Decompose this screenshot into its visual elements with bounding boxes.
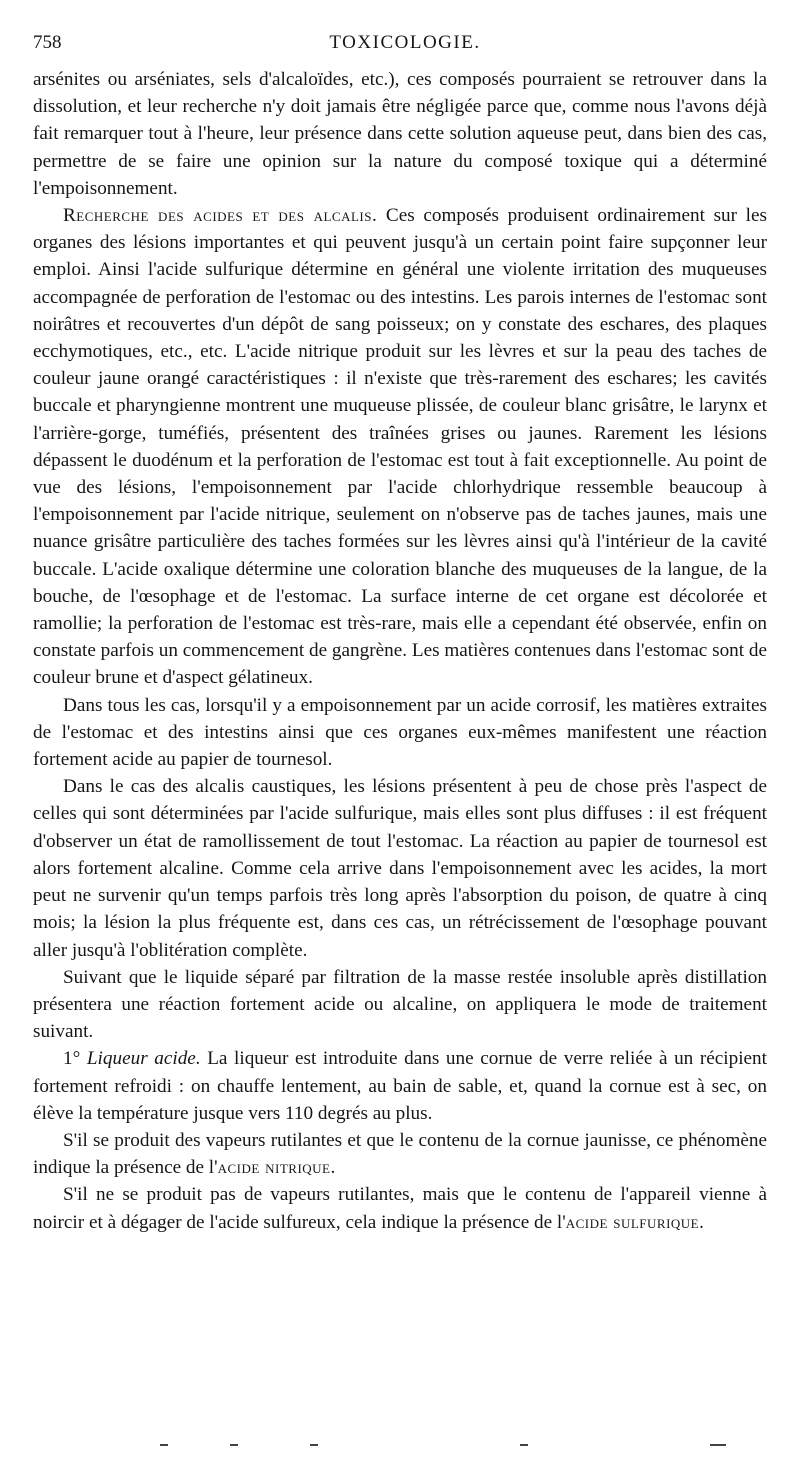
paragraph-acide-corrosif	[33, 692, 767, 774]
substance-name: acide sulfurique	[565, 1211, 700, 1233]
paragraph-end: .	[330, 1157, 336, 1179]
paragraph-acide-sulfurique	[33, 1181, 767, 1235]
paragraph-text: Ces composés produisent ordinairement sur les organes des lésions importantes et qui peuvent jusqu'à un certain point faire supçonner leur emploi. Ainsi l'acide sulfurique détermine en général une violente irritation des muqueuses accompagnée de perforation de l'estomac ou des intestins. Les parois internes de l'estomac sont noirâtres et recouvertes d'un dépôt de sang poisseux; on y constate des eschares, des plaques ecchymotiques, etc., etc. L'acide nitrique produit sur les lèvres et sur la peau des taches de couleur jaune orangé caractéristiques : il n'existe que très-rarement des eschares; les cavités buccale et pharyngienne montrent une muqueuse plissée, de couleur blanc grisâtre, le larynx et l'arrière-gorge, tuméfiés, présentent des traînées grises ou jaunes. Rarement les lésions dépassent le duodénum et la perforation de l'estomac est tout à fait exceptionnelle. Au point de vue des lésions, l'empoisonnement par l'acide chlorhydrique ressemble beaucoup à l'empoisonnement par l'acide nitrique, seulement on n'observe pas de taches jaunes, mais une nuance grisâtre particulière des taches formées sur les lèvres ainsi qu'à l'intérieur de la cavité buccale. L'acide oxalique détermine une coloration blanche des muqueuses de la langue, de la bouche, de l'œsophage et de l'estomac. La surface interne de cet organe est décolorée et ramollie; la perforation de l'estomac est très-rare, mais elle a cependant été observée, enfin on constate parfois un commencement de gangrène. Les matières contenues dans l'estomac sont de couleur brune et d'aspect gélatineux.	[33, 205, 768, 689]
paragraph-text: arsénites ou arséniates, sels d'alcaloïdes, etc.), ces composés pourraient se retrouver dans la dissolution, et leur recherche n'y doit jamais être négligée parce que, comme nous l'avons déjà fait remarquer tout à l'heure, leur présence dans cette solution aqueuse peut, dans bien des cas, permettre de se faire une opinion sur la nature du composé toxique qui a déterminé l'empoisonnement.	[33, 69, 767, 199]
print-marks	[150, 1440, 770, 1450]
paragraph-end: .	[699, 1211, 704, 1233]
paragraph-alcalis-caustiques	[33, 773, 767, 963]
paragraph-text: S'il se produit des vapeurs rutilantes et que le contenu de la cornue jaunisse, ce phénomène indique la présence de l'	[33, 1129, 767, 1179]
section-heading: Recherche des acides et des alcalis.	[63, 205, 378, 227]
print-mark	[160, 1444, 168, 1446]
paragraph-acide-nitrique	[33, 1127, 767, 1181]
paragraph-text: La liqueur est introduite dans une cornue de verre reliée à un récipient fortement refroidi : on chauffe lentement, au bain de sable, et, quand la cornue est à sec, on élève la température jusque vers 110 degrés au plus.	[33, 1048, 767, 1124]
print-mark	[520, 1444, 528, 1446]
paragraph-mode-traitement	[33, 964, 767, 1046]
body-text	[33, 66, 767, 1236]
paragraph-liqueur-acide	[33, 1045, 767, 1127]
running-title: TOXICOLOGIE.	[329, 32, 481, 53]
print-mark	[310, 1444, 318, 1446]
paragraph-text: Dans le cas des alcalis caustiques, les lésions présentent à peu de chose près l'aspect de celles qui sont déterminées par l'acide sulfurique, mais elles sont plus diffuses : il est fréquent d'observer un état de ramollissement de tout l'estomac. La réaction au papier de tournesol est alors fortement alcaline. Comme cela arrive dans l'empoisonnement avec les acides, la mort peut ne survenir qu'un temps parfois très long après l'absorption du poison, de quatre à cinq mois; la lésion la plus fréquente est, dans ces cas, un rétrécissement de l'œsophage pouvant aller jusqu'à l'oblitération complète.	[33, 776, 767, 961]
substance-name: acide nitrique	[217, 1157, 331, 1179]
paragraph-text: S'il ne se produit pas de vapeurs rutilantes, mais que le contenu de l'appareil vienne à noircir et à dégager de l'acide sulfureux, cela indique la présence de l'	[33, 1184, 767, 1233]
paragraph-text: Suivant que le liquide séparé par filtration de la masse restée insoluble après distillation présentera une réaction fortement acide ou alcaline, on appliquera le mode de traitement suivant.	[33, 966, 767, 1043]
paragraph-text: Dans tous les cas, lorsqu'il y a empoisonnement par un acide corrosif, les matières extraites de l'estomac et des intestins ainsi que ces organes eux-mêmes manifestent une réaction fortement acide au papier de tournesol.	[33, 694, 767, 771]
subsection-heading: Liqueur acide.	[86, 1048, 201, 1070]
page-header	[33, 28, 767, 58]
print-mark	[230, 1444, 238, 1446]
paragraph-recherche-acides-alcalis	[33, 202, 767, 692]
print-mark	[710, 1444, 726, 1446]
item-number: 1°	[63, 1048, 81, 1070]
paragraph-arsenites-continuation	[33, 66, 767, 202]
page-number: 758	[33, 32, 62, 53]
